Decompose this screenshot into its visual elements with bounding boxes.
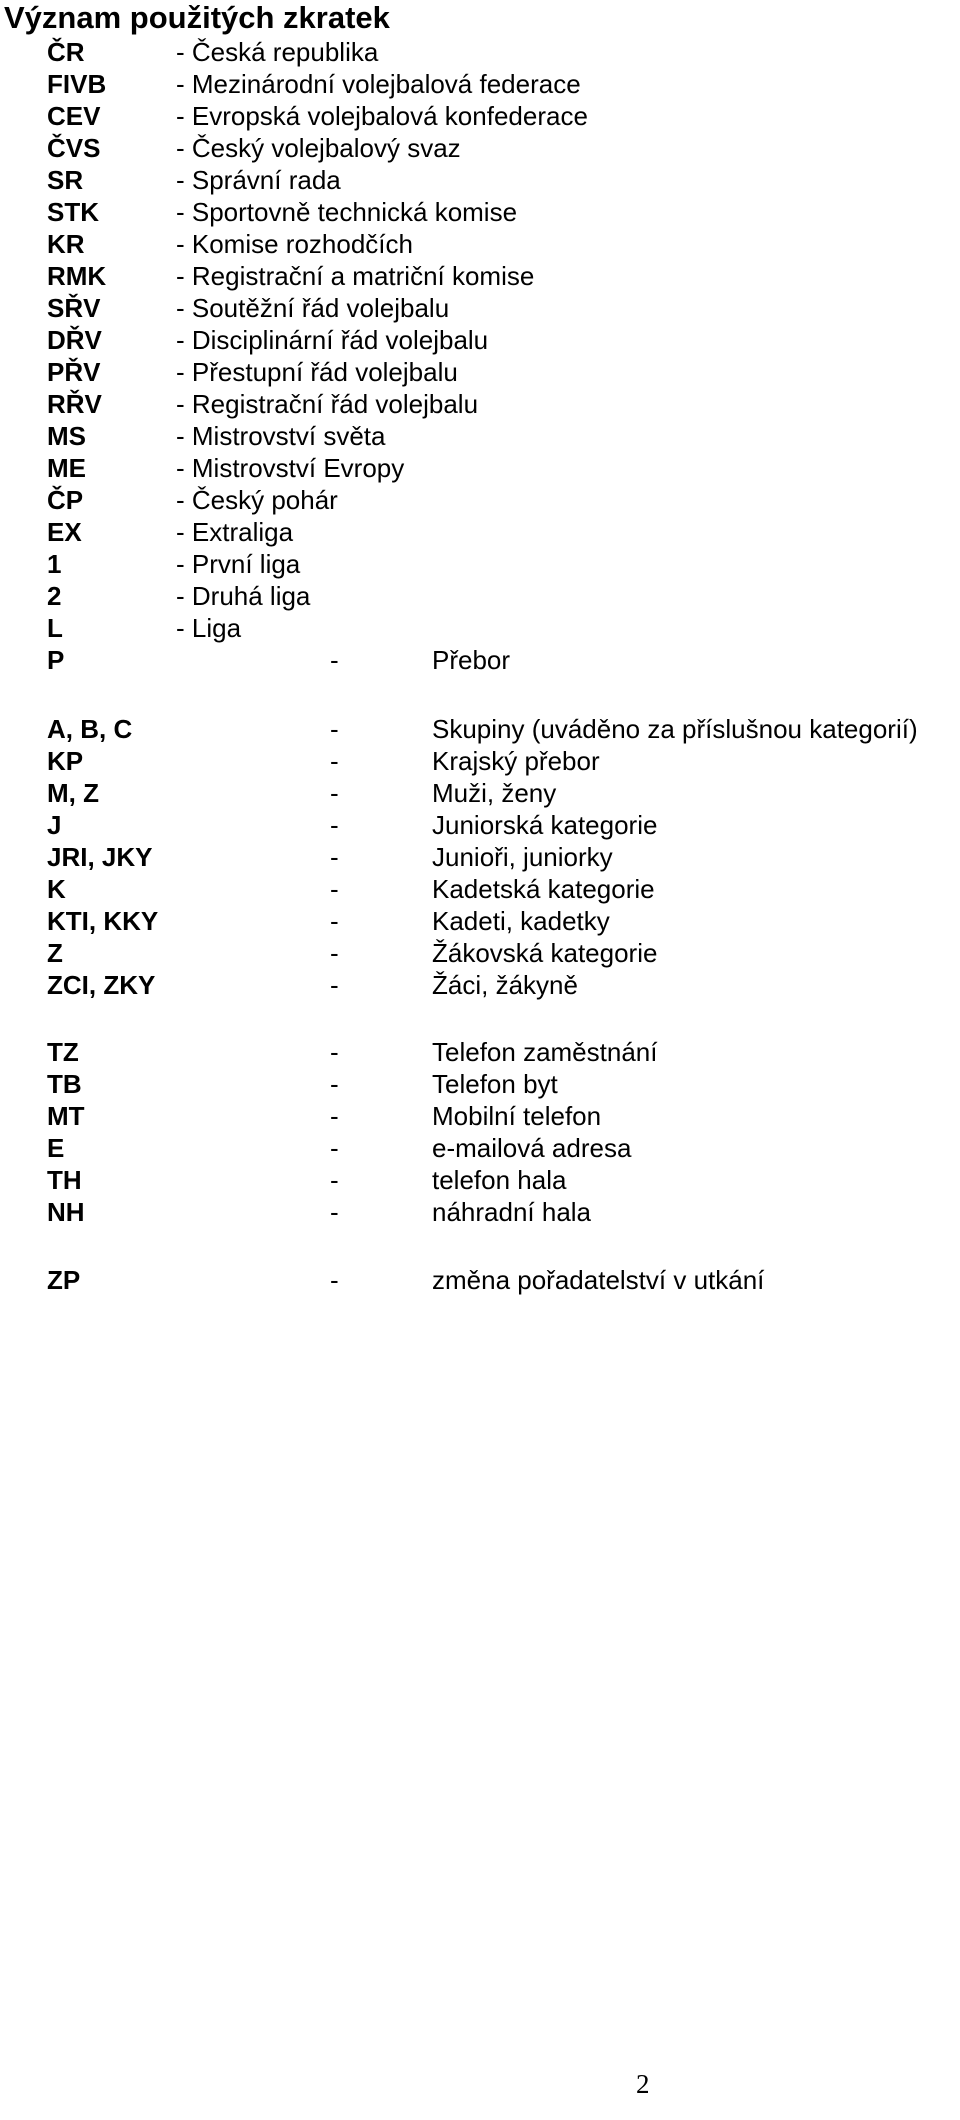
abbreviation: TB [47,1069,82,1099]
abbreviation: KTI, KKY [47,906,159,936]
abbreviation-meaning: - Český volejbalový svaz [176,133,461,163]
abbreviation-meaning: e-mailová adresa [432,1133,632,1163]
abbreviation-meaning: změna pořadatelství v utkání [432,1265,765,1295]
abbreviation: K [47,874,66,904]
separator-dash: - [330,1101,339,1131]
separator-dash: - [330,778,339,808]
abbreviation: A, B, C [47,714,133,744]
abbreviation-meaning: - Správní rada [176,165,341,195]
page-title: Význam použitých zkratek [4,0,390,35]
abbreviation: ZP [47,1265,81,1295]
abbreviation: L [47,613,63,643]
abbreviation: Z [47,938,63,968]
abbreviation: SR [47,165,84,195]
abbreviation: M, Z [47,778,99,808]
abbreviation: CEV [47,101,101,131]
separator-dash: - [330,906,339,936]
abbreviation-meaning: - Mistrovství Evropy [176,453,405,483]
separator-dash: - [330,970,339,1000]
abbreviation-meaning: Telefon byt [432,1069,558,1099]
separator-dash: - [330,874,339,904]
separator-dash: - [330,1037,339,1067]
abbreviation: TZ [47,1037,79,1067]
abbreviation: FIVB [47,69,107,99]
abbreviation-meaning: - Sportovně technická komise [176,197,518,227]
abbreviation-meaning: - Evropská volejbalová konfederace [176,101,588,131]
abbreviation: NH [47,1197,85,1227]
abbreviation-meaning: - Liga [176,613,242,643]
abbreviation-meaning: - Přestupní řád volejbalu [176,357,458,387]
separator-dash: - [330,746,339,776]
separator-dash: - [330,810,339,840]
abbreviation: ZCI, ZKY [47,970,156,1000]
abbreviation: ČVS [47,133,101,163]
abbreviation: KR [47,229,85,259]
abbreviation-meaning: Přebor [432,645,511,675]
separator-dash: - [330,1133,339,1163]
abbreviation-meaning: Telefon zaměstnání [432,1037,658,1067]
abbreviation: E [47,1133,65,1163]
separator-dash: - [330,1197,339,1227]
abbreviation: ČP [47,485,84,515]
abbreviation-meaning: - Druhá liga [176,581,311,611]
abbreviation-meaning: Krajský přebor [432,746,600,776]
abbreviation: KP [47,746,84,776]
abbreviation-meaning: Mobilní telefon [432,1101,602,1131]
separator-dash: - [330,645,339,675]
separator-dash: - [330,1165,339,1195]
abbreviation-meaning: - Český pohár [176,485,338,515]
abbreviation-meaning: Junioři, juniorky [432,842,613,872]
abbreviation: JRI, JKY [47,842,153,872]
separator-dash: - [330,1265,339,1295]
abbreviation-meaning: - Disciplinární řád volejbalu [176,325,489,355]
abbreviation: PŘV [47,357,101,387]
abbreviation: ME [47,453,86,483]
abbreviation-meaning: - Komise rozhodčích [176,229,413,259]
abbreviation-meaning: Žákovská kategorie [432,938,658,968]
abbreviation-meaning: telefon hala [432,1165,567,1195]
separator-dash: - [330,714,339,744]
separator-dash: - [330,938,339,968]
abbreviation: STK [47,197,99,227]
abbreviation-meaning: - Česká republika [176,37,379,67]
abbreviation: P [47,645,65,675]
abbreviation-meaning: - Mistrovství světa [176,421,386,451]
abbreviation: J [47,810,62,840]
abbreviation-meaning: Žáci, žákyně [432,970,578,1000]
abbreviation: RŘV [47,389,102,419]
page-number: 2 [636,2069,650,2099]
abbreviation: DŘV [47,325,102,355]
abbreviation: RMK [47,261,107,291]
separator-dash: - [330,842,339,872]
abbreviation: ČR [47,37,85,67]
abbreviation: 1 [47,549,62,579]
abbreviation-meaning: Juniorská kategorie [432,810,658,840]
abbreviation-meaning: Skupiny (uváděno za příslušnou kategorií) [432,714,918,744]
abbreviation-meaning: - Soutěžní řád volejbalu [176,293,450,323]
abbreviation-meaning: - Mezinárodní volejbalová federace [176,69,581,99]
abbreviation-meaning: Kadeti, kadetky [432,906,610,936]
abbreviation-meaning: - Registrační a matriční komise [176,261,535,291]
abbreviation-meaning: Kadetská kategorie [432,874,655,904]
abbreviation: MT [47,1101,85,1131]
abbreviation-meaning: - Registrační řád volejbalu [176,389,479,419]
abbreviation: SŘV [47,293,101,323]
abbreviation: TH [47,1165,82,1195]
separator-dash: - [330,1069,339,1099]
abbreviation: MS [47,421,86,451]
abbreviation-meaning: - První liga [176,549,301,579]
abbreviation-meaning: - Extraliga [176,517,294,547]
abbreviation-meaning: Muži, ženy [432,778,557,808]
abbreviation: EX [47,517,82,547]
abbreviation-meaning: náhradní hala [432,1197,592,1227]
abbreviation: 2 [47,581,62,611]
